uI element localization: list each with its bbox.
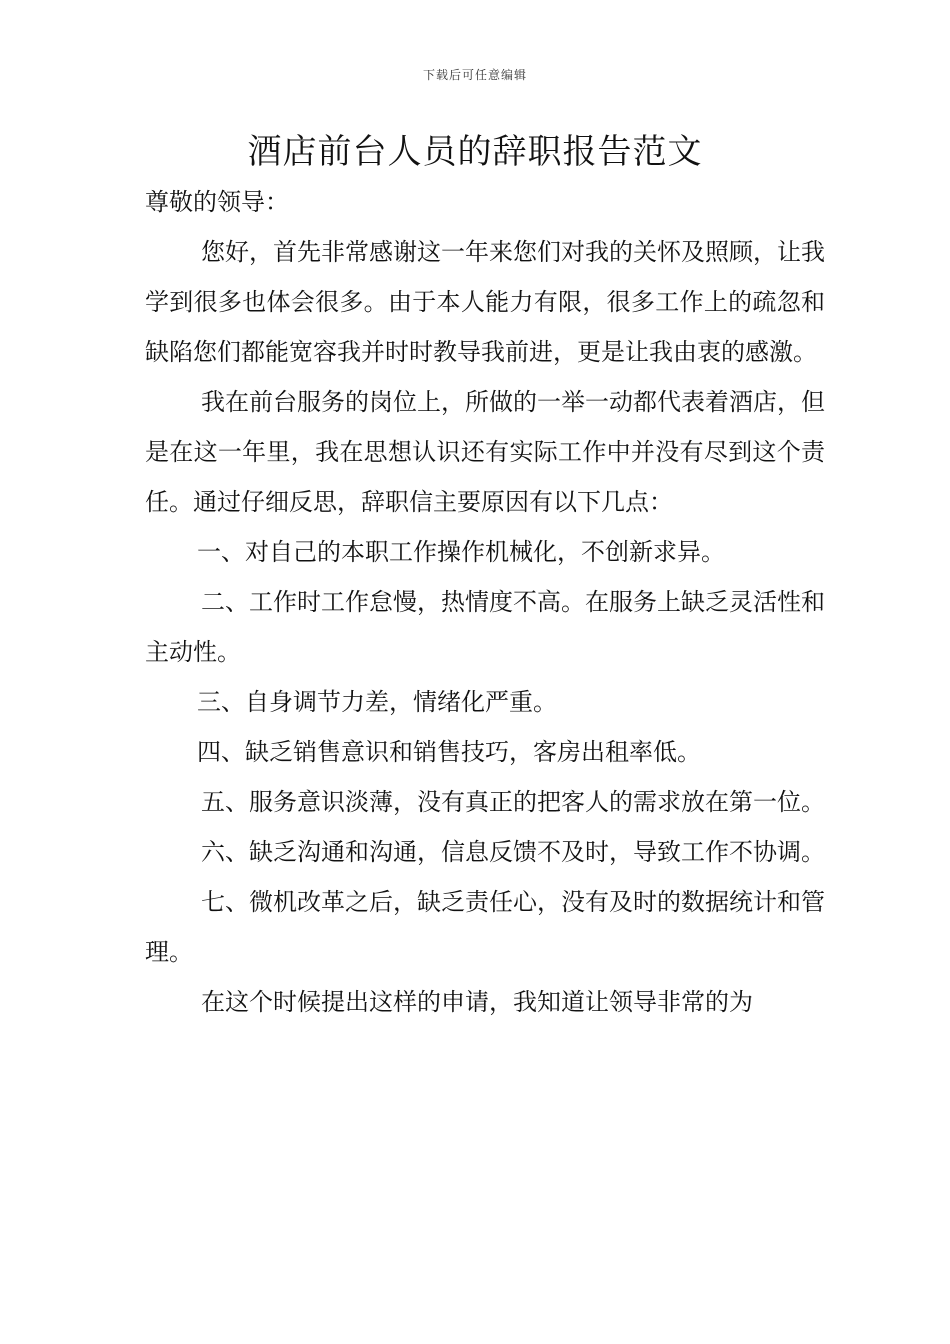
point-item: 六、缺乏沟通和沟通，信息反馈不及时，导致工作不协调。 — [201, 838, 825, 866]
salutation: 尊敬的领导： — [145, 188, 289, 216]
point-item: 七、微机改革之后，缺乏责任心，没有及时的数据统计和管理。 — [145, 888, 825, 966]
document-body — [145, 177, 825, 1027]
document-title: 酒店前台人员的辞职报告范文 — [247, 132, 703, 172]
point-item: 二、工作时工作怠慢，热情度不高。在服务上缺乏灵活性和主动性。 — [145, 588, 825, 666]
point-item: 一、对自己的本职工作操作机械化，不创新求异。 — [197, 538, 725, 566]
point-item: 三、自身调节力差，情绪化严重。 — [197, 688, 557, 716]
point-item: 五、服务意识淡薄，没有真正的把客人的需求放在第一位。 — [201, 788, 825, 816]
point-item: 四、缺乏销售意识和销售技巧，客房出租率低。 — [197, 738, 701, 766]
paragraph-greeting: 您好，首先非常感谢这一年来您们对我的关怀及照顾，让我学到很多也体会很多。由于本人能力有限，很多工作上的疏忽和缺陷您们都能宽容我并时时教导我前进，更是让我由衷的感激。 — [145, 238, 825, 366]
paragraph-reason-intro: 我在前台服务的岗位上，所做的一举一动都代表着酒店，但是在这一年里，我在思想认识还有实际工作中并没有尽到这个责任。通过仔细反思，辞职信主要原因有以下几点： — [145, 388, 825, 516]
paragraph-closing-partial: 在这个时候提出这样的申请，我知道让领导非常的为 — [201, 988, 753, 1016]
header-note: 下载后可任意编辑 — [422, 68, 527, 82]
